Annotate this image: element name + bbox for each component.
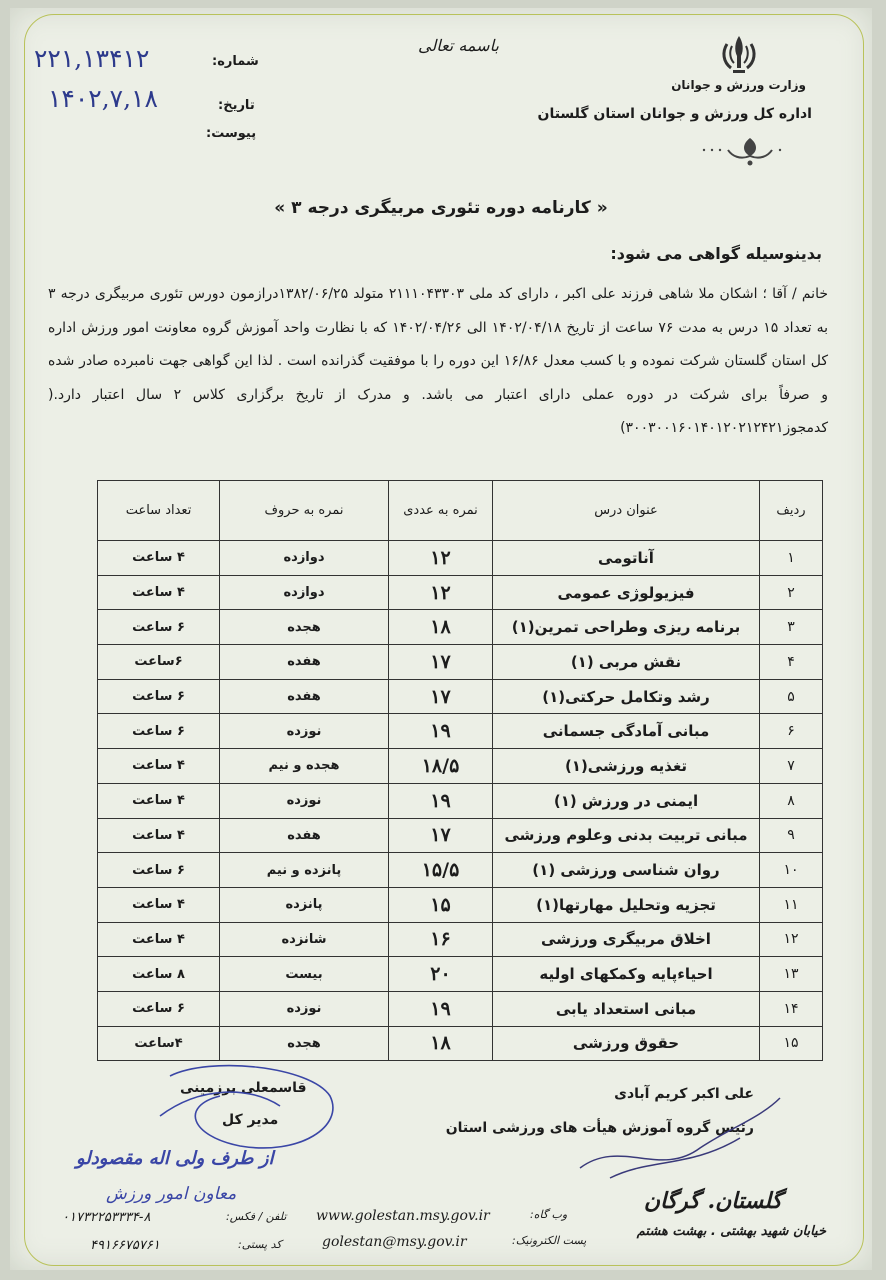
grade-number-cell: ۱۵ [389,887,493,922]
grades-table [97,480,823,1061]
letter-page [10,8,872,1270]
postal-label: کد پستی: [238,1238,282,1251]
iran-emblem-icon [718,32,760,76]
course-title-cell: مبانی آمادگی جسمانی [493,714,760,749]
grade-number-cell: ۱۹ [389,991,493,1026]
course-title-cell: روان شناسی ورزشی (۱) [493,853,760,888]
course-title-cell: اخلاق مربیگری ورزشی [493,922,760,957]
left-signatory-title: مدیر کل [222,1112,279,1128]
grade-words-cell: هفده [220,679,389,714]
date-label: تاریخ: [218,98,255,113]
grade-number-cell: ۱۷ [389,645,493,680]
course-title-cell: آناتومی [493,541,760,576]
grade-words-cell: هجده [220,610,389,645]
table-header-row [98,481,823,541]
grade-words-cell: هفده [220,645,389,680]
grade-number-cell: ۱۹ [389,783,493,818]
grade-words-cell: هجده [220,1026,389,1061]
grade-number-cell: ۱۲ [389,575,493,610]
website-label: وب گاه: [530,1208,568,1221]
email-label: پست الکترونیک: [512,1234,587,1247]
table-row [98,679,823,714]
table-row [98,575,823,610]
grade-words-cell: دوازده [220,575,389,610]
grade-number-cell: ۱۸ [389,610,493,645]
grade-number-cell: ۱۷ [389,818,493,853]
right-signatory-title: رئیس گروه آموزش هیأت های ورزشی استان [445,1120,754,1136]
table-row [98,853,823,888]
row-number-cell: ۳ [760,610,823,645]
grade-words-cell: پانزده [220,887,389,922]
hours-cell: ۴ ساعت [98,818,220,853]
course-title-cell: مبانی تربیت بدنی وعلوم ورزشی [493,818,760,853]
intro-text: بدینوسیله گواهی می شود: [610,244,822,263]
handwritten-deputy-line: از طرف ولی اله مقصودلو [76,1148,274,1169]
course-title-cell: حقوق ورزشی [493,1026,760,1061]
hours-cell: ۶ ساعت [98,991,220,1026]
row-number-cell: ۱۲ [760,922,823,957]
hours-cell: ۴ ساعت [98,922,220,957]
header-grade-number: نمره به عددی [389,481,493,541]
row-number-cell: ۱۵ [760,1026,823,1061]
course-title-cell: مبانی استعداد یابی [493,991,760,1026]
city-name: گلستان. گرگان [643,1188,782,1214]
row-number-cell: ۲ [760,575,823,610]
table-row [98,887,823,922]
row-number-cell: ۱ [760,541,823,576]
basmala: باسمه تعالی [418,36,499,55]
phone-value: ۰۱۷۳۲۲۵۳۳۳۴-۸ [62,1210,151,1225]
table-row [98,991,823,1026]
grade-words-cell: دوازده [220,541,389,576]
row-number-cell: ۵ [760,679,823,714]
hours-cell: ۶ ساعت [98,714,220,749]
hours-cell: ۶ ساعت [98,853,220,888]
number-value: ۲۲۱,۱۳۴۱۲ [34,44,150,73]
grade-words-cell: بیست [220,957,389,992]
hours-cell: ۴ ساعت [98,887,220,922]
grade-number-cell: ۱۸/۵ [389,749,493,784]
header-grade-words: نمره به حروف [220,481,389,541]
date-value: ۱۴۰۲,۷,۱۸ [48,84,158,113]
table-row [98,645,823,680]
table-row [98,541,823,576]
website-link[interactable]: www.golestan.msy.gov.ir [316,1208,490,1224]
course-title-cell: تجزیه وتحلیل مهارتها(۱) [493,887,760,922]
phone-label: تلفن / فکس: [226,1210,287,1223]
course-title-cell: برنامه ریزی وطراحی تمرین(۱) [493,610,760,645]
hours-cell: ۶ ساعت [98,610,220,645]
grade-number-cell: ۱۵/۵ [389,853,493,888]
row-number-cell: ۱۱ [760,887,823,922]
course-title-cell: رشد وتکامل حرکتی(۱) [493,679,760,714]
course-title-cell: ایمنی در ورزش (۱) [493,783,760,818]
hours-cell: ۴ ساعت [98,575,220,610]
header-hours: تعداد ساعت [98,481,220,541]
grade-number-cell: ۱۷ [389,679,493,714]
row-number-cell: ۷ [760,749,823,784]
header-row-number: ردیف [760,481,823,541]
left-signatory-name: قاسمعلی برزمینی [180,1080,307,1096]
row-number-cell: ۶ [760,714,823,749]
right-signature-icon [570,1078,790,1188]
hours-cell: ۸ ساعت [98,957,220,992]
table-row [98,818,823,853]
ministry-name: وزارت ورزش و جوانان [671,78,806,92]
row-number-cell: ۱۳ [760,957,823,992]
row-number-cell: ۸ [760,783,823,818]
attachment-label: پیوست: [206,126,257,141]
number-label: شماره: [212,54,259,69]
handwritten-deputy-title: معاون امور ورزش [106,1184,237,1204]
table-row [98,922,823,957]
table-row [98,714,823,749]
ornament-icon [650,130,820,170]
postal-value: ۴۹۱۶۶۷۵۷۶۱ [90,1238,160,1253]
hours-cell: ۴ ساعت [98,541,220,576]
course-title-cell: فیزیولوژی عمومی [493,575,760,610]
address: خیابان شهید بهشتی . بهشت هشتم [636,1224,826,1239]
course-title-cell: تغذیه ورزشی(۱) [493,749,760,784]
grade-number-cell: ۱۹ [389,714,493,749]
row-number-cell: ۱۴ [760,991,823,1026]
hours-cell: ۴ ساعت [98,783,220,818]
grade-number-cell: ۱۶ [389,922,493,957]
grade-number-cell: ۱۲ [389,541,493,576]
right-signatory-name: علی اکبر کریم آبادی [614,1086,754,1102]
document-title: « کارنامه دوره تئوری مربیگری درجه ۳ » [274,198,608,218]
table-row [98,749,823,784]
hours-cell: ۴ساعت [98,1026,220,1061]
hours-cell: ۶ ساعت [98,679,220,714]
table-row [98,783,823,818]
row-number-cell: ۹ [760,818,823,853]
hours-cell: ۶ساعت [98,645,220,680]
table-row [98,957,823,992]
course-title-cell: احیاءپایه وکمکهای اولیه [493,957,760,992]
header-course: عنوان درس [493,481,760,541]
certificate-body: خانم / آقا ؛ اشکان ملا شاهی فرزند علی اکبر ، دارای کد ملی ۲۱۱۱۰۴۳۳۰۳ متولد ۱۳۸۲/۰۶/۲۵درازمون دورس تئوری مربیگری درجه ۳ به تعداد ۱۵ درس به مدت ۷۶ ساعت از تاریخ ۱۴۰۲/۰۴/۱۸ الی ۱۴۰۲/۰۴/۲۶ که با نظارت واحد آموزش گروه معاونت امور ورزش اداره کل استان گلستان شرکت نموده و با کسب معدل ۱۶/۸۶ این دوره را با موفقیت گذرانده است . لذا این گواهی جهت نامبرده صادر شده و صرفاً برای شرکت در دوره عملی دارای اعتبار می باشد. و مدرک از تاریخ برگزاری کلاس ۲ سال اعتبار دارد.( کدمجوز۳۰۰۳۰۰۱۶۰۱۴۰۱۲۰۲۱۲۴۲۱) [48,286,828,436]
grade-words-cell: شانزده [220,922,389,957]
grade-words-cell: نوزده [220,991,389,1026]
email-link[interactable]: golestan@msy.gov.ir [322,1234,467,1250]
table-row [98,610,823,645]
grade-words-cell: نوزده [220,783,389,818]
grade-words-cell: پانزده و نیم [220,853,389,888]
grades-table-body [98,541,823,1061]
grade-number-cell: ۱۸ [389,1026,493,1061]
hours-cell: ۴ ساعت [98,749,220,784]
course-title-cell: نقش مربی (۱) [493,645,760,680]
grade-words-cell: هجده و نیم [220,749,389,784]
grade-number-cell: ۲۰ [389,957,493,992]
grade-words-cell: هفده [220,818,389,853]
grade-words-cell: نوزده [220,714,389,749]
row-number-cell: ۴ [760,645,823,680]
row-number-cell: ۱۰ [760,853,823,888]
office-name: اداره کل ورزش و جوانان استان گلستان [537,106,812,122]
